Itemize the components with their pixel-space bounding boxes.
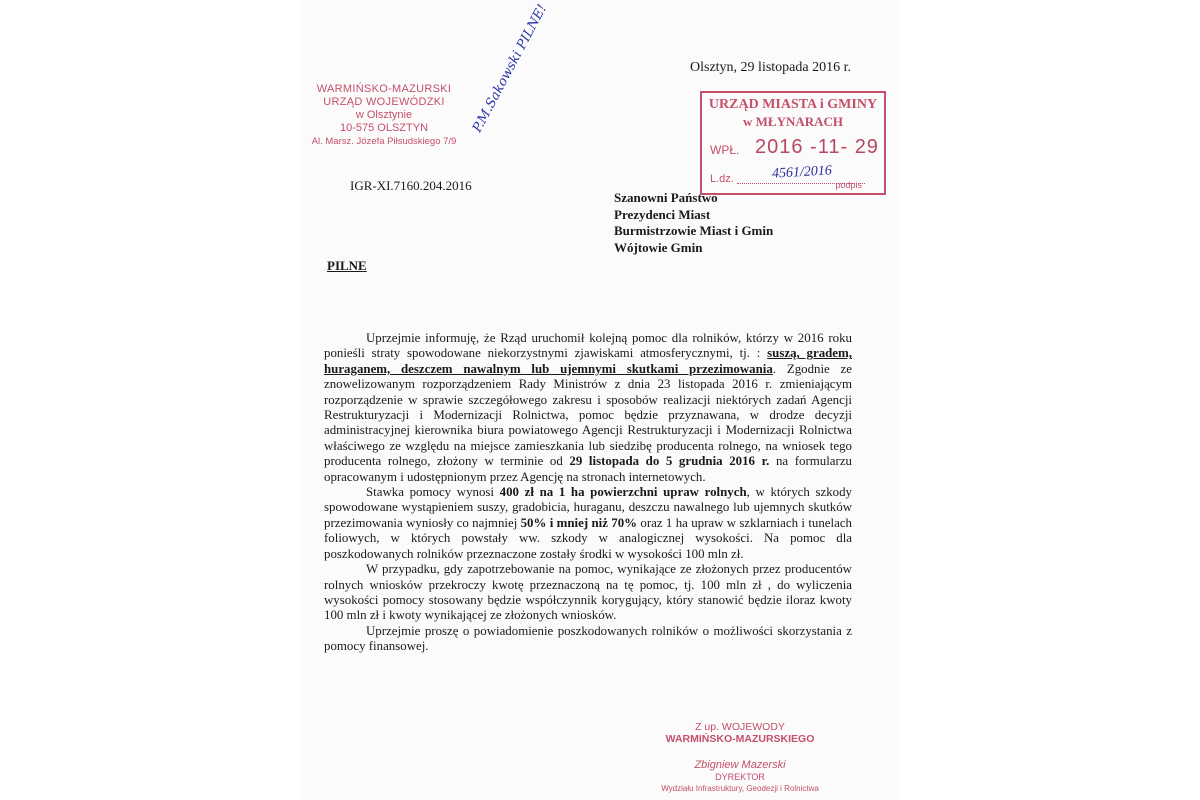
body-paragraph [324, 485, 852, 562]
addressee-line: Szanowni Państwo [614, 190, 718, 205]
received-stamp [700, 91, 886, 195]
rate-bold: 400 zł na 1 ha powierzchni upraw rolnych [499, 485, 747, 500]
urgent-label: PILNE [327, 258, 367, 273]
body-paragraph: W przypadku, gdy zapotrzebowanie na pomoc, wynikające ze złożonych przez producentów rolnych wniosków przekroczy kwotę przeznaczoną na tę pomoc, tj. 100 mln zł , do wyliczenia wysokości pomocy stosowany będzie współczynnik korygujący, który stanowić będzie iloraz kwoty 100 mln zł i kwoty wynikającej ze złożonych wniosków. [324, 562, 852, 623]
body-text-span: oraz 1 ha upraw w szklarniach i tunelach foliowych, w których powstały ww. szkody w analogicznej wysokości. Na pomoc dla poszkodowanych rolników przeznaczone zostały środki w wysokości 100 mln zł. [324, 515, 852, 561]
received-stamp-title: URZĄD MIASTA i GMINY [708, 97, 878, 112]
handwritten-note-line: P.M.Sakowski [470, 48, 526, 136]
addressee-line: Wójtowie Gmin [614, 239, 703, 255]
addressee-block [614, 190, 773, 256]
body-text-span: Stawka pomocy wynosi [366, 485, 500, 500]
deadline-bold: 29 listopada do 5 grudnia 2016 r. [569, 454, 770, 469]
body-text-span: Uprzejmie informuję, że Rząd uruchomił kolejną pomoc dla rolników, którzy w 2016 roku ponieśli straty spowodowane niekorzystnymi zjawiskami atmosferycznymi, tj. : [324, 331, 852, 361]
document-date: Olsztyn, 29 listopada 2016 r. [690, 60, 851, 75]
received-date: 2016 -11- 29 [755, 136, 879, 158]
issuer-stamp [298, 83, 470, 148]
issuer-stamp-line: 10-575 OLSZTYN [339, 122, 429, 134]
letter-body [324, 331, 852, 655]
signature-stamp-line: Z up. WOJEWODY [695, 721, 785, 733]
handwritten-note-line: PILNE! [514, 2, 551, 53]
body-paragraph [324, 331, 852, 485]
issuer-stamp-line: w Olsztynie [355, 109, 413, 121]
ldz-label: L.dz. [710, 173, 734, 185]
signature-stamp [655, 721, 825, 795]
issuer-stamp-line: URZĄD WOJEWÓDZKI [323, 96, 445, 108]
signatory-department: Wydziału Infrastruktury, Geodezji i Rolnictwa [661, 784, 819, 793]
threshold-bold: 50% i mniej niż 70% [520, 515, 638, 530]
issuer-stamp-line: Al. Marsz. Józefa Piłsudskiego 7/9 [311, 136, 457, 147]
reference-number: IGR-XI.7160.204.2016 [350, 178, 472, 193]
podpis-label: podpis [835, 180, 862, 190]
body-paragraph: Uprzejmie proszę o powiadomienie poszkodowanych rolników o możliwości skorzystania z pomocy finansowej. [324, 623, 852, 654]
issuer-stamp-line: WARMIŃSKO-MAZURSKI [316, 83, 452, 95]
addressee-line: Prezydenci Miast [614, 206, 711, 222]
hazards-underlined: suszą, gradem, huraganem, deszczem nawalnym lub ujemnymi skutkami przezimowania [324, 346, 852, 376]
ldz-value: 4561/2016 [771, 163, 833, 182]
body-text-span: , w których szkody spowodowane wystąpieniem suszy, gradobicia, huraganu, deszczu nawalnego lub ujemnych skutków przezimowania wyniosły co najmniej [324, 485, 852, 530]
signatory-name: Zbigniew Mazerski [694, 759, 786, 771]
signatory-title: DYREKTOR [715, 772, 765, 782]
body-text-span: na formularzu opracowanym i udostępnionym przez Agencję na stronach internetowych. [324, 454, 852, 484]
received-label: WPŁ. [710, 143, 740, 157]
addressee-line: Burmistrzowie Miast i Gmin [614, 223, 774, 238]
signature-stamp-line: WARMIŃSKO-MAZURSKIEGO [665, 733, 815, 745]
received-stamp-subtitle: w MŁYNARACH [742, 114, 844, 129]
body-text-span: . Zgodnie ze znowelizowanym rozporządzeniem Rady Ministrów z dnia 23 listopada 2016 r. zmieniającym rozporządzenie w sprawie szczegółowego zakresu i sposobów realizacji niektórych zadań Agencji Restrukturyzacji i Modernizacji Rolnictwa, pomoc będzie przyznawana, w drodze decyzji administracyjnej kierownika biura powiatowego Agencji Restrukturyzacji i Modernizacji Rolnictwa właściwego ze względu na miejsce zamieszkania lub siedzibę producenta rolnego, na wniosek tego producenta rolnego, złożony w terminie od [324, 361, 852, 469]
